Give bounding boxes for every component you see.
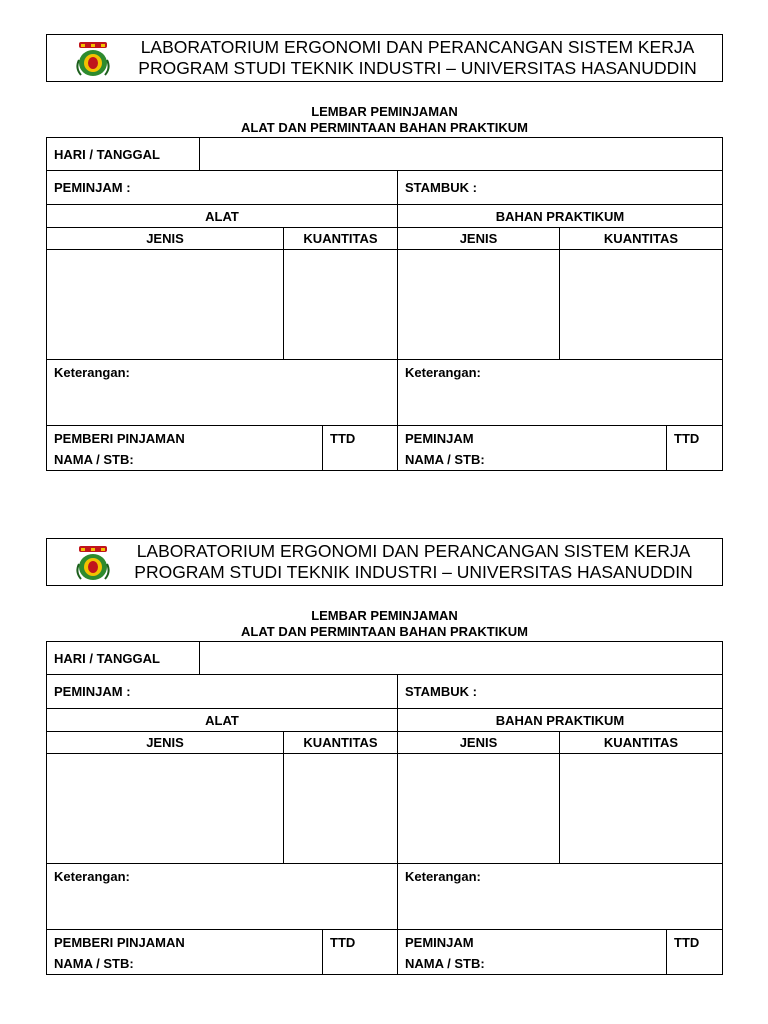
peminjam-ttd-cell[interactable]: TTD [666,929,723,975]
header-line-2: PROGRAM STUDI TEKNIK INDUSTRI – UNIVERSITAS HASANUDDIN [138,58,697,78]
bahan-keterangan-field[interactable]: Keterangan: [397,359,723,426]
pemberi-ttd-cell[interactable]: TTD [322,929,398,975]
form-title-line-1: LEMBAR PEMINJAMAN [311,104,458,119]
hari-tanggal-label: HARI / TANGGAL [46,641,200,675]
form-header [46,538,723,586]
alat-kuantitas-entry[interactable] [283,753,398,864]
header-text [117,37,718,79]
bahan-jenis-header: JENIS [397,731,560,754]
header-line-1: LABORATORIUM ERGONOMI DAN PERANCANGAN SISTEM KERJA [140,37,695,57]
alat-jenis-header: JENIS [46,227,284,250]
loan-table [46,641,723,975]
header-text [109,541,718,583]
bahan-kuantitas-entry[interactable] [559,249,723,360]
pemberi-pinjaman-label: PEMBERI PINJAMAN [54,431,185,446]
alat-keterangan-field[interactable]: Keterangan: [46,863,398,930]
pemberi-pinjaman-cell[interactable] [46,425,323,471]
bahan-jenis-entry[interactable] [397,753,560,864]
peminjam-sign-label: PEMINJAM [405,935,474,950]
form-title [46,608,723,640]
bahan-jenis-header: JENIS [397,227,560,250]
bahan-keterangan-field[interactable]: Keterangan: [397,863,723,930]
bahan-kuantitas-header: KUANTITAS [559,227,723,250]
form-title [46,104,723,136]
nama-stb-label: NAMA / STB: [54,956,134,971]
form-title-line-2: ALAT DAN PERMINTAAN BAHAN PRAKTIKUM [241,120,528,135]
bahan-kuantitas-entry[interactable] [559,753,723,864]
nama-stb-label: NAMA / STB: [405,452,485,467]
hari-tanggal-field[interactable] [199,641,723,675]
peminjam-sign-cell[interactable] [397,425,667,471]
bahan-kuantitas-header: KUANTITAS [559,731,723,754]
alat-header: ALAT [46,204,398,228]
header-line-1: LABORATORIUM ERGONOMI DAN PERANCANGAN SISTEM KERJA [136,541,691,561]
nama-stb-label: NAMA / STB: [405,956,485,971]
peminjam-ttd-cell[interactable]: TTD [666,425,723,471]
peminjam-sign-cell[interactable] [397,929,667,975]
alat-header: ALAT [46,708,398,732]
university-crest-icon [73,542,113,582]
form-title-line-2: ALAT DAN PERMINTAAN BAHAN PRAKTIKUM [241,624,528,639]
pemberi-ttd-cell[interactable]: TTD [322,425,398,471]
alat-keterangan-field[interactable]: Keterangan: [46,359,398,426]
header-line-2: PROGRAM STUDI TEKNIK INDUSTRI – UNIVERSITAS HASANUDDIN [134,562,693,582]
alat-jenis-header: JENIS [46,731,284,754]
university-crest-icon [73,38,113,78]
hari-tanggal-label: HARI / TANGGAL [46,137,200,171]
loan-table [46,137,723,471]
hari-tanggal-field[interactable] [199,137,723,171]
nama-stb-label: NAMA / STB: [54,452,134,467]
pemberi-pinjaman-cell[interactable] [46,929,323,975]
alat-jenis-entry[interactable] [46,249,284,360]
bahan-praktikum-header: BAHAN PRAKTIKUM [397,708,723,732]
form-title-line-1: LEMBAR PEMINJAMAN [311,608,458,623]
form-header [46,34,723,82]
peminjam-field[interactable]: PEMINJAM : [46,674,398,709]
pemberi-pinjaman-label: PEMBERI PINJAMAN [54,935,185,950]
alat-kuantitas-entry[interactable] [283,249,398,360]
alat-kuantitas-header: KUANTITAS [283,227,398,250]
bahan-jenis-entry[interactable] [397,249,560,360]
alat-jenis-entry[interactable] [46,753,284,864]
peminjam-field[interactable]: PEMINJAM : [46,170,398,205]
bahan-praktikum-header: BAHAN PRAKTIKUM [397,204,723,228]
alat-kuantitas-header: KUANTITAS [283,731,398,754]
stambuk-field[interactable]: STAMBUK : [397,170,723,205]
stambuk-field[interactable]: STAMBUK : [397,674,723,709]
peminjam-sign-label: PEMINJAM [405,431,474,446]
